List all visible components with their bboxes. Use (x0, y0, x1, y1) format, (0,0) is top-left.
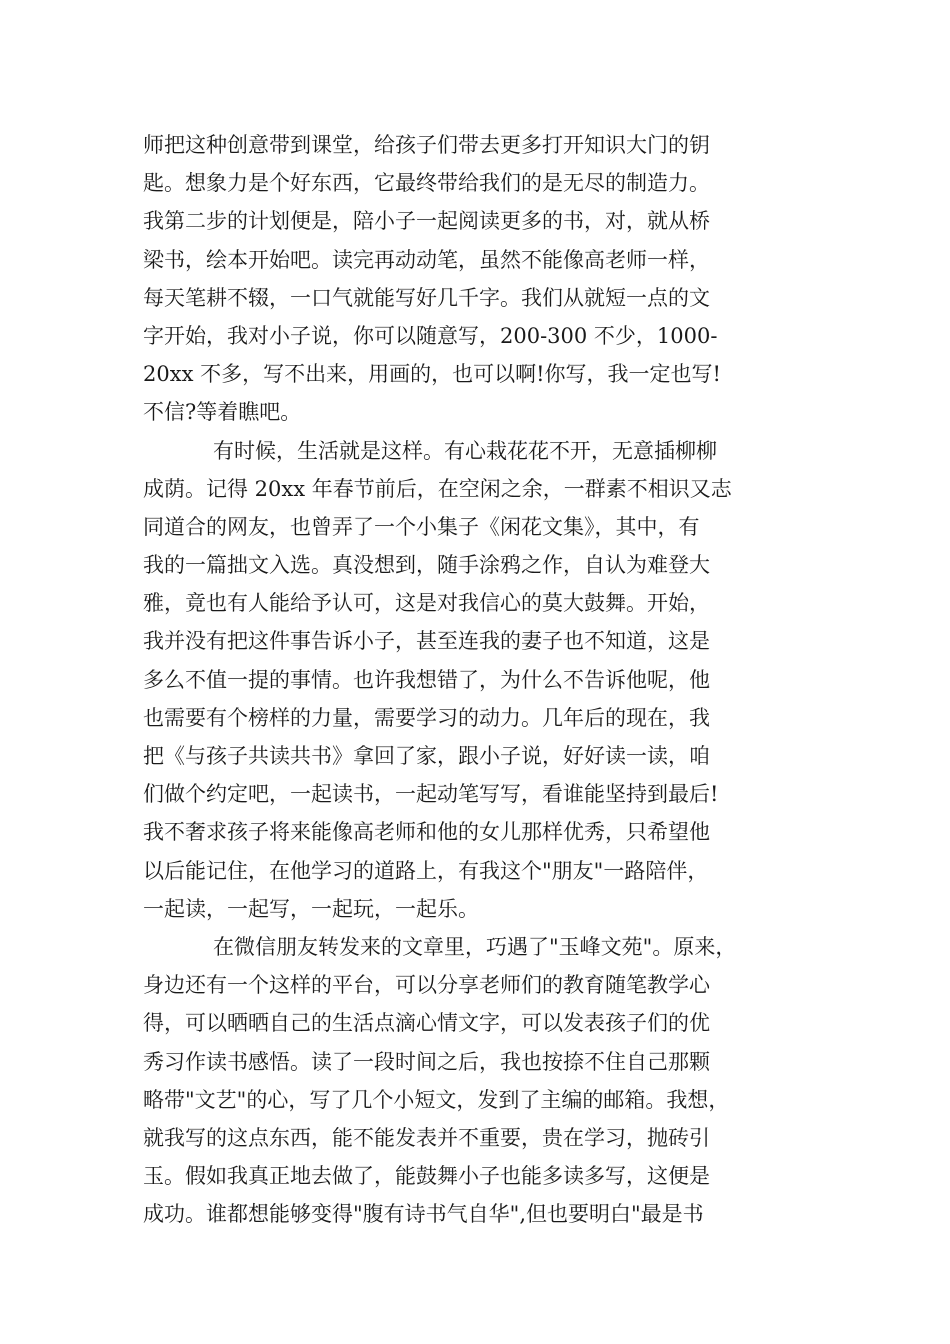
text-line: 每天笔耕不辍，一口气就能写好几千字。我们从就短一点的文 (143, 285, 710, 310)
paragraph-start-line: 有时候，生活就是这样。有心栽花花不开，无意插柳柳 (213, 438, 717, 463)
text-line: 我第二步的计划便是，陪小子一起阅读更多的书，对，就从桥 (143, 209, 710, 234)
text-line: 玉。假如我真正地去做了，能鼓舞小子也能多读多写，这便是 (143, 1164, 710, 1189)
text-line: 同道合的网友，也曾弄了一个小集子《闲花文集》，其中，有 (143, 514, 700, 539)
text-line: 成功。谁都想能够变得"腹有诗书气自华",但也要明白"最是书 (143, 1202, 704, 1227)
text-line: 我不奢求孩子将来能像高老师和他的女儿那样优秀，只希望他 (143, 820, 710, 845)
text-line: 不信?等着瞧吧。 (143, 400, 302, 425)
article-body (143, 126, 803, 1233)
text-line: 一起读，一起写，一起玩，一起乐。 (143, 896, 479, 921)
text-line: 20xx 不多，写不出来，用画的，也可以啊!你写，我一定也写! (143, 362, 721, 387)
text-line: 就我写的这点东西，能不能发表并不重要，贵在学习，抛砖引 (143, 1125, 710, 1150)
text-line: 匙。想象力是个好东西，它最终带给我们的是无尽的制造力。 (143, 171, 710, 196)
text-line: 我的一篇拙文入选。真没想到，随手涂鸦之作，自认为难登大 (143, 553, 710, 578)
text-line: 字开始，我对小子说，你可以随意写，200-300 不少，1000- (143, 323, 718, 348)
text-line: 得，可以晒晒自己的生活点滴心情文字，可以发表孩子们的优 (143, 1011, 710, 1036)
text-line: 身边还有一个这样的平台，可以分享老师们的教育随笔教学心 (143, 973, 710, 998)
text-line: 把《与孩子共读共书》拿回了家，跟小子说，好好读一读，咱 (143, 744, 710, 768)
paragraph-start-line: 在微信朋友转发来的文章里，巧遇了"玉峰文苑"。原来， (213, 934, 737, 959)
text-line: 以后能记住，在他学习的道路上，有我这个"朋友"一路陪伴， (143, 858, 709, 883)
text-line: 雅，竟也有人能给予认可，这是对我信心的莫大鼓舞。开始， (143, 591, 710, 616)
text-line: 成荫。记得 20xx 年春节前后，在空闲之余，一群素不相识又志 (143, 476, 732, 501)
text-line: 师把这种创意带到课堂，给孩子们带去更多打开知识大门的钥 (143, 133, 710, 157)
text-line: 多么不值一提的事情。也许我想错了，为什么不告诉他呢，他 (143, 667, 710, 692)
text-line: 也需要有个榜样的力量，需要学习的动力。几年后的现在，我 (143, 705, 710, 730)
text-line: 们做个约定吧，一起读书，一起动笔写写，看谁能坚持到最后! (143, 782, 719, 807)
text-line: 秀习作读书感悟。读了一段时间之后，我也按捺不住自己那颗 (143, 1049, 710, 1074)
text-line: 我并没有把这件事告诉小子，甚至连我的妻子也不知道，这是 (143, 629, 710, 654)
text-line: 梁书，绘本开始吧。读完再动动笔，虽然不能像高老师一样， (143, 247, 710, 272)
text-line: 略带"文艺"的心，写了几个小短文，发到了主编的邮箱。我想， (143, 1087, 730, 1112)
